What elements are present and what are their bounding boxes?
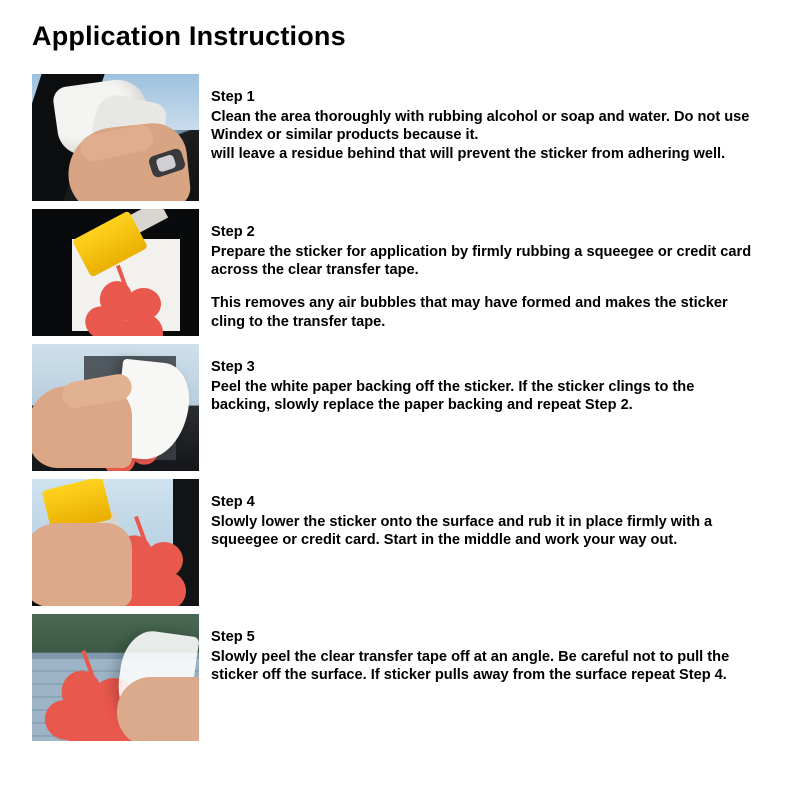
list-item [32, 209, 756, 336]
hand [32, 523, 132, 606]
step-paragraph: Peel the white paper backing off the sticker. If the sticker clings to the backing, slowly replace the paper backing and repeat Step 2. [211, 378, 695, 414]
list-item [32, 479, 756, 606]
step-paragraph: will leave a residue behind that will prevent the sticker from adhering well. [211, 146, 726, 163]
step-4-apply-sticker-photo [32, 479, 199, 606]
step-paragraph: Slowly lower the sticker onto the surface and rub it in place firmly with a squeegee or credit card. Start in the middle and work your way out. [211, 513, 713, 549]
step-label: Step 1 [211, 88, 255, 105]
step-label: Step 5 [211, 628, 255, 645]
step-paragraph: Prepare the sticker for application by firmly rubbing a squeegee or credit card across the clear transfer tape. [211, 243, 752, 279]
hand [117, 677, 199, 741]
step-text [211, 209, 756, 332]
list-item [32, 74, 756, 201]
step-label: Step 3 [211, 358, 255, 375]
step-5-remove-transfer-tape-photo [32, 614, 199, 741]
step-2-squeegee-transfer-tape-photo [32, 209, 199, 336]
step-label: Step 2 [211, 223, 255, 240]
step-body [211, 108, 756, 164]
step-body [211, 648, 756, 686]
step-label: Step 4 [211, 493, 255, 510]
list-item [32, 614, 756, 741]
step-text [211, 344, 756, 415]
steps-list [32, 74, 756, 749]
step-paragraph: This removes any air bubbles that may have formed and makes the sticker cling to the transfer tape. [211, 295, 728, 330]
page-title: Application Instructions [32, 21, 346, 51]
step-body [211, 513, 756, 551]
step-1-clean-surface-photo [32, 74, 199, 201]
step-text [211, 74, 756, 164]
step-text [211, 614, 756, 685]
step-body [211, 243, 756, 332]
step-body [211, 378, 756, 416]
step-3-peel-paper-backing-photo [32, 344, 199, 471]
list-item [32, 344, 756, 471]
step-paragraph: Slowly peel the clear transfer tape off at an angle. Be careful not to pull the sticker off the surface. If sticker pulls away from the surface repeat Step 4. [211, 648, 730, 684]
step-paragraph: Clean the area thoroughly with rubbing alcohol or soap and water. Do not use Windex or similar products because it. [211, 108, 750, 144]
step-text [211, 479, 756, 550]
